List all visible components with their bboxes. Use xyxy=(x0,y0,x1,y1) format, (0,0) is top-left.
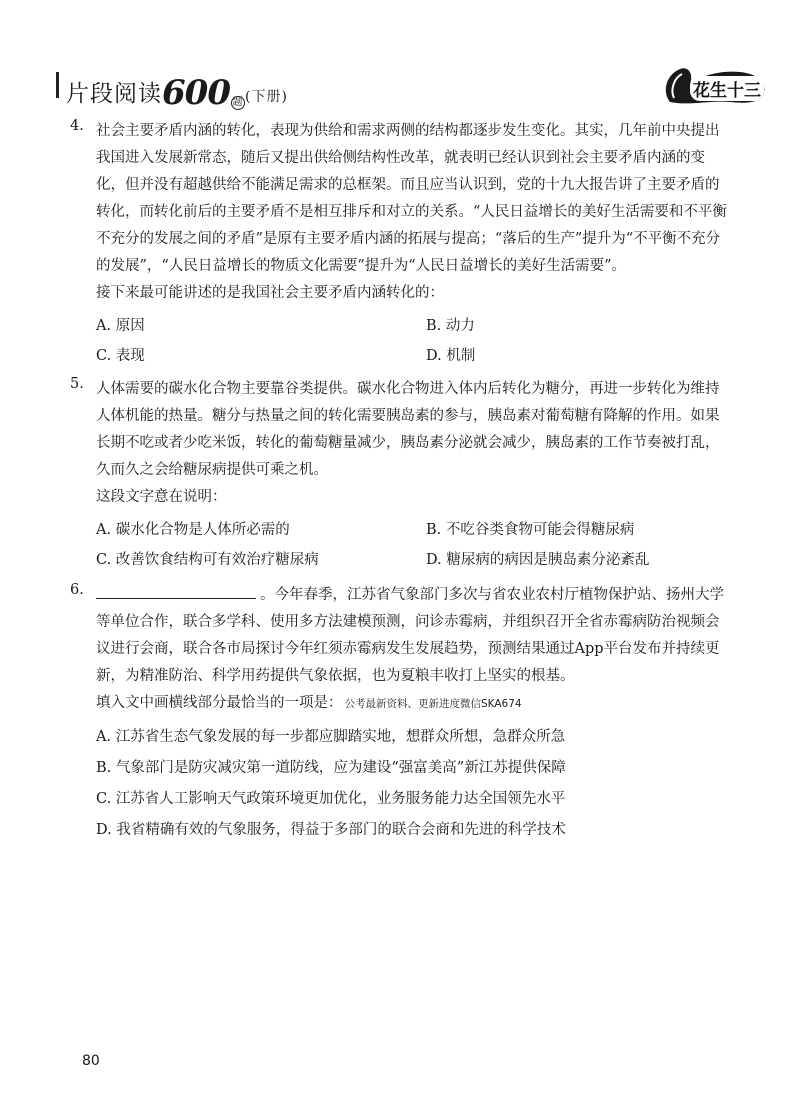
question-prompt: 接下来最可能讲述的是我国社会主要矛盾内涵转化的： xyxy=(96,285,444,301)
watermark-stamp: 公考最新资料、更新进度微信SKA674 xyxy=(344,698,522,710)
question-5 xyxy=(70,376,730,575)
option-c: C. 江苏省人工影响天气政策环境更加优化，业务服务能力达全国领先水平 xyxy=(96,791,566,807)
option-d: D. 机制 xyxy=(426,348,476,364)
question-prompt: 填入文中画横线部分最恰当的一项是： xyxy=(96,695,343,711)
fill-blank xyxy=(96,586,256,599)
options-list xyxy=(96,722,730,846)
question-6 xyxy=(70,582,730,846)
option-a: A. 原因 xyxy=(96,318,145,334)
page-number: 80 xyxy=(82,1053,100,1069)
option-c: C. 表现 xyxy=(96,348,145,364)
question-4 xyxy=(70,118,730,371)
question-paragraph: 。今年春季，江苏省气象部门多次与省农业农村厅植物保护站、扬州大学等单位合作，联合多学科、使用多方法建模预测，问诊赤霉病，并组织召开全省赤霉病防治视频会议进行会商，联合各市局探讨今年红须赤霉病发生发展趋势，预测结果通过App平台发布并持续更新，为精准防治、科学用药提供气象依据，也为夏粮丰收打上坚实的根基。 xyxy=(96,587,724,684)
option-a: A. 江苏省生态气象发展的每一步都应脚踏实地，想群众所想，急群众所急 xyxy=(96,729,566,745)
question-paragraph: 社会主要矛盾内涵的转化，表现为供给和需求两侧的结构都逐步发生变化。其实，几年前中央提出我国进入发展新常态，随后又提出供给侧结构性改革，就表明已经认识到社会主要矛盾内涵的变化，但并没有超越供给不能满足需求的总框架。而且应当认识到，党的十九大报告讲了主要矛盾的转化，而转化前后的主要矛盾不是相互排斥和对立的关系。“人民日益增长的美好生活需要和不平衡不充分的发展之间的矛盾”是原有主要矛盾内涵的拓展与提高；“落后的生产”提升为“不平衡不充分的发展”，“人民日益增长的物质文化需要”提升为“人民日益增长的美好生活需要”。 xyxy=(96,123,727,274)
question-number: 6. xyxy=(70,582,84,598)
option-b: B. 动力 xyxy=(426,318,475,334)
option-c: C. 改善饮食结构可有效治疗糖尿病 xyxy=(96,552,319,568)
book-title xyxy=(66,70,288,113)
book-title-ti: 题 xyxy=(232,97,244,108)
option-a: A. 碳水化合物是人体所必需的 xyxy=(96,522,290,538)
option-b: B. 不吃谷类食物可能会得糖尿病 xyxy=(426,522,635,538)
book-title-text: 片段阅读 xyxy=(66,81,162,107)
question-number: 5. xyxy=(70,376,84,392)
publisher-logo xyxy=(660,62,768,106)
header-divider xyxy=(56,72,59,98)
option-b: B. 气象部门是防灾减灾第一道防线，应为建设“强富美高”新江苏提供保障 xyxy=(96,760,566,776)
option-d: D. 我省精确有效的气象服务，得益于多部门的联合会商和先进的科学技术 xyxy=(96,822,566,838)
options-grid xyxy=(96,311,730,371)
question-paragraph: 人体需要的碳水化合物主要靠谷类提供。碳水化合物进入体内后转化为糖分，再进一步转化为维持人体机能的热量。糖分与热量之间的转化需要胰岛素的参与，胰岛素对葡萄糖有降解的作用。如果长期不吃或者少吃米饭，转化的葡萄糖量减少，胰岛素分泌就会减少，胰岛素的工作节奏被打乱，久而久之会给糖尿病提供可乘之机。 xyxy=(96,381,720,478)
book-volume: (下册) xyxy=(244,89,288,105)
question-prompt: 这段文字意在说明： xyxy=(96,489,227,505)
option-d: D. 糖尿病的病因是胰岛素分泌紊乱 xyxy=(426,552,650,568)
options-grid xyxy=(96,515,730,575)
book-title-number: 600 xyxy=(162,73,230,113)
logo-text: 花生十三 xyxy=(690,76,764,101)
question-number: 4. xyxy=(70,118,84,134)
page-header xyxy=(56,62,776,113)
